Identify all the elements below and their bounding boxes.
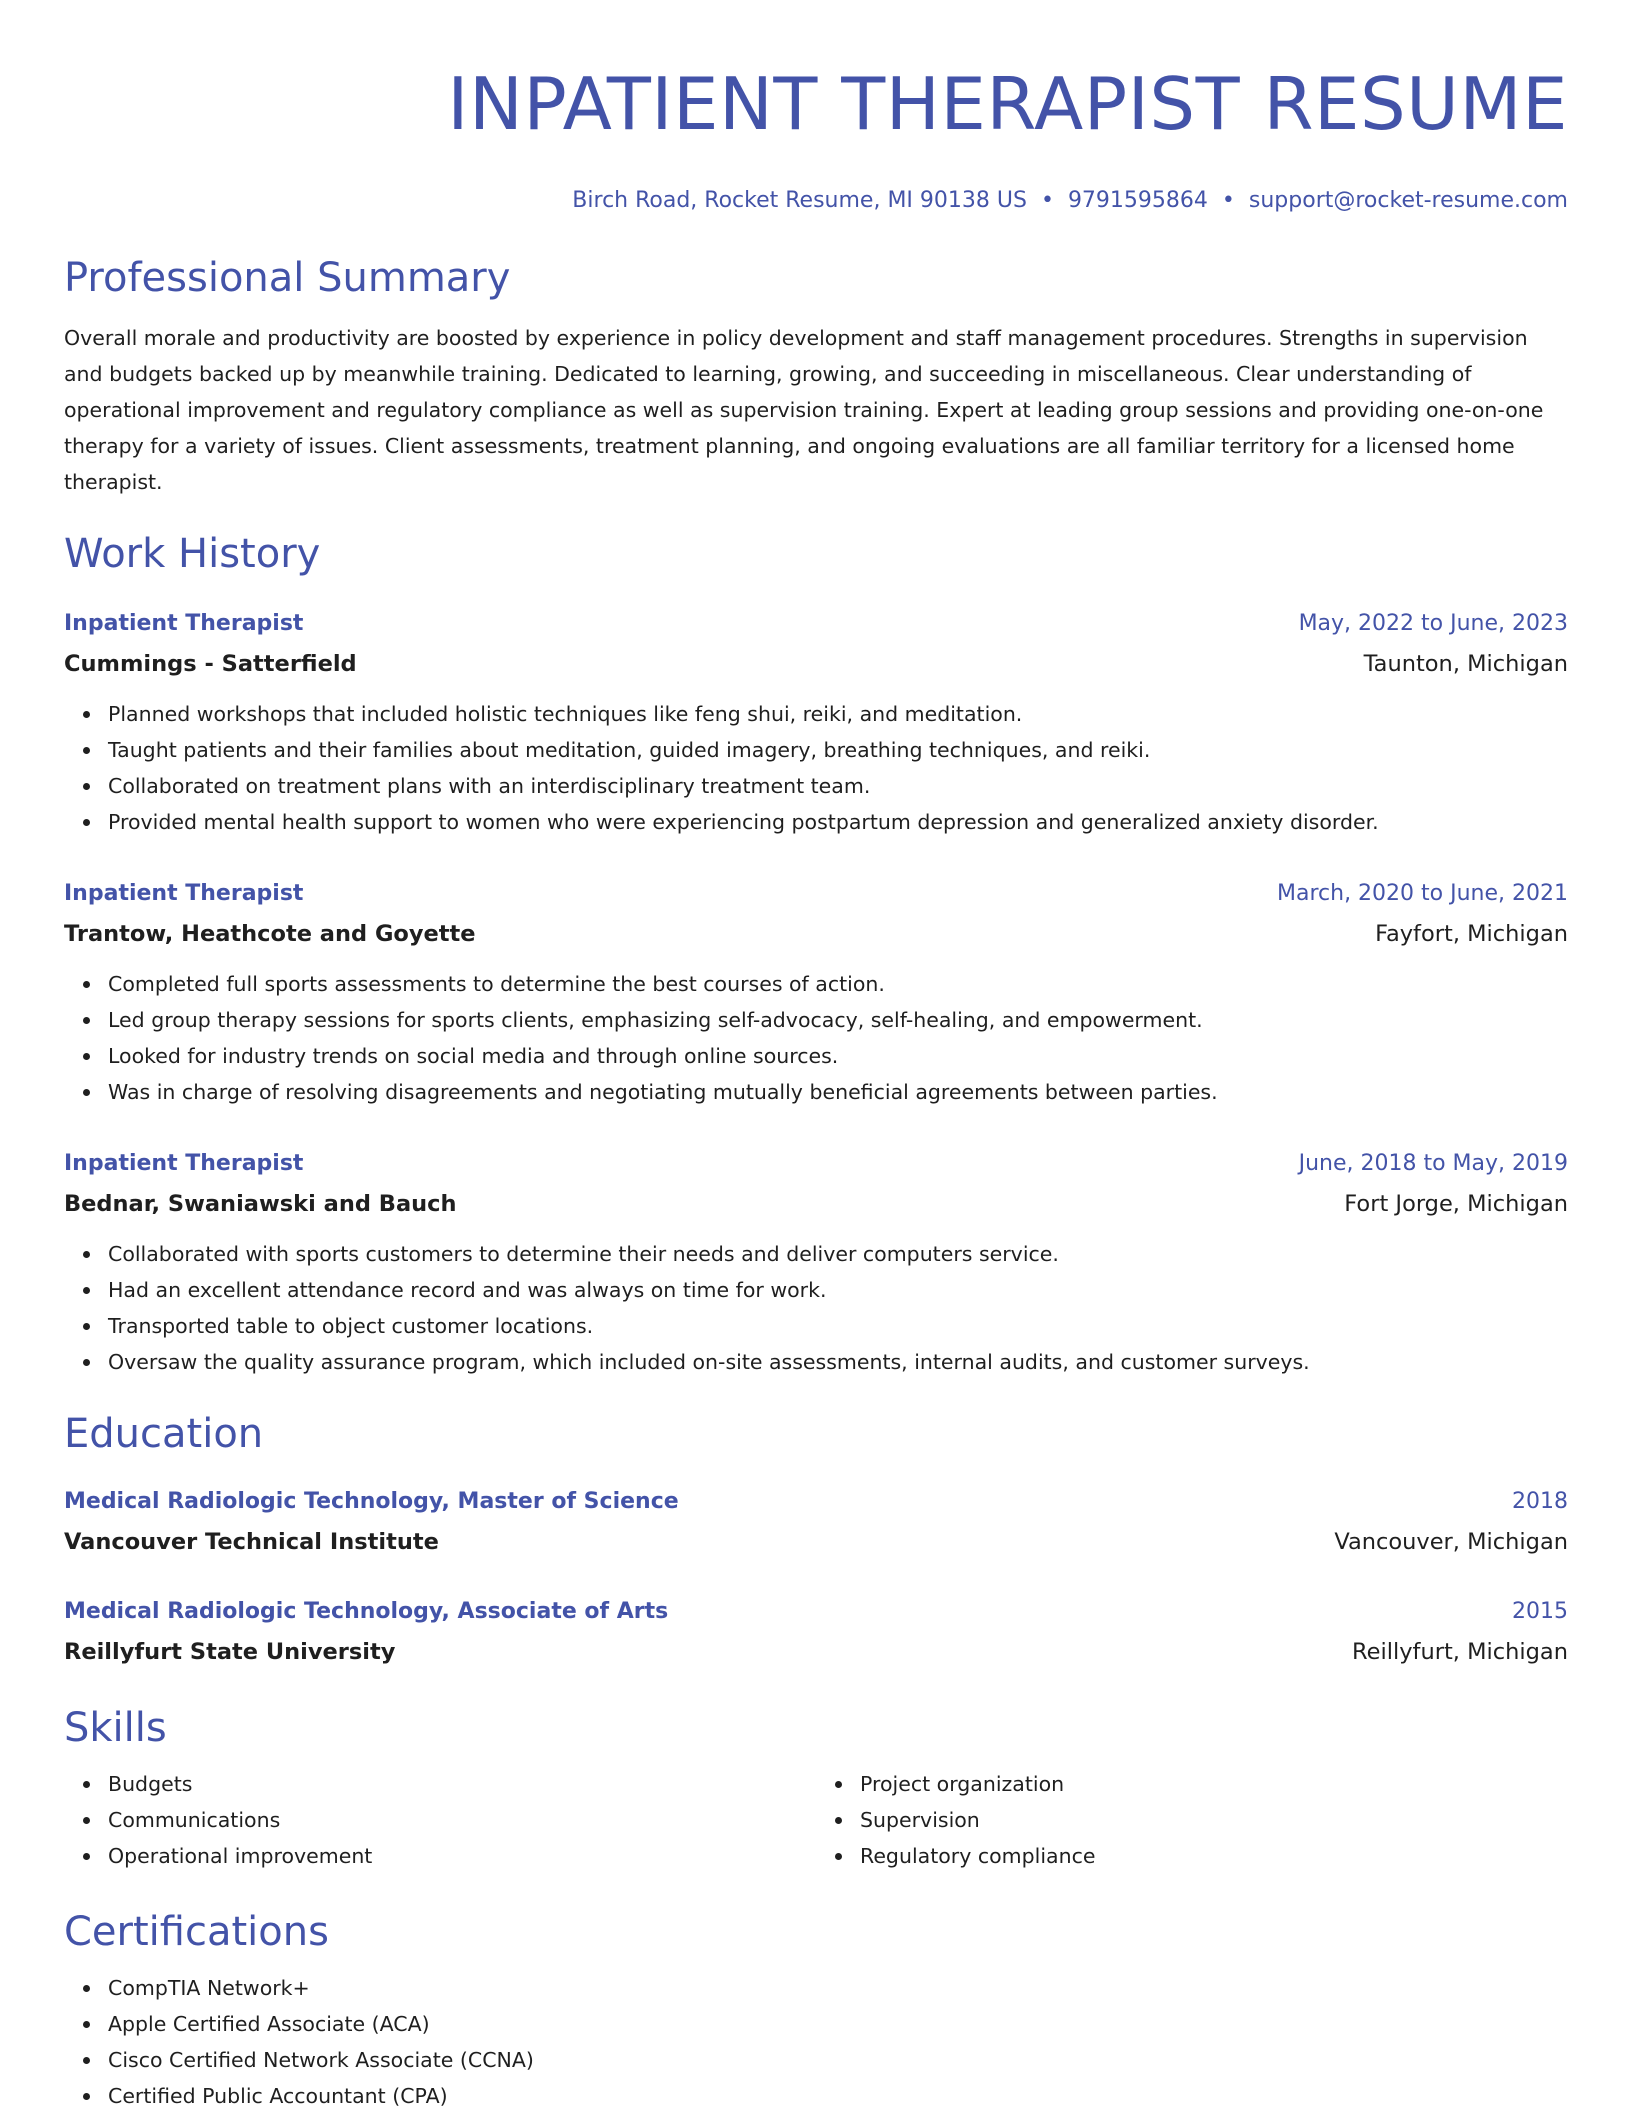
- professional-summary-section: [64, 252, 1568, 500]
- job-dates: June, 2018 to May, 2019: [1298, 1151, 1568, 1176]
- education-year: 2015: [1512, 1599, 1568, 1624]
- contact-phone: 9791595864: [1067, 188, 1208, 213]
- certification-list: [64, 1970, 1568, 2114]
- certification-item: Cisco Certified Network Associate (CCNA): [108, 2042, 1568, 2078]
- job-bullet: Collaborated on treatment plans with an interdisciplinary treatment team.: [108, 768, 1568, 804]
- section-heading-certifications: Certifications: [64, 1909, 329, 1955]
- contact-line: [64, 186, 1568, 216]
- job-entry: [64, 604, 1568, 840]
- education-header-row: [64, 1592, 1568, 1632]
- job-title: Inpatient Therapist: [64, 881, 304, 906]
- summary-paragraph: Overall morale and productivity are boosted by experience in policy development and staff management procedures. Strengths in supervision and budgets backed up by meanwhile training. Dedicated to learning, growing, and succeeding in miscellaneous. Clear understanding of operational improvement and regulatory compliance as well as supervision training. Expert at leading group sessions and providing one-on-one therapy for a variety of issues. Client assessments, treatment planning, and ongoing evaluations are all familiar territory for a licensed home therapist.: [64, 326, 1544, 494]
- job-company: Cummings - Satterfield: [64, 651, 357, 677]
- job-employer-row: [64, 914, 1568, 954]
- skills-column-right: [816, 1766, 1568, 1874]
- job-bullet: Was in charge of resolving disagreements and negotiating mutually beneficial agreements between parties.: [108, 1074, 1568, 1110]
- education-location: Reillyfurt, Michigan: [1352, 1639, 1568, 1665]
- education-entry: [64, 1592, 1568, 1672]
- job-bullet: Looked for industry trends on social media and through online sources.: [108, 1038, 1568, 1074]
- education-year: 2018: [1512, 1489, 1568, 1514]
- certification-item: CompTIA Network+: [108, 1970, 1568, 2006]
- job-entry: [64, 874, 1568, 1110]
- job-bullet: Collaborated with sports customers to determine their needs and deliver computers service.: [108, 1236, 1568, 1272]
- job-location: Taunton, Michigan: [1363, 651, 1568, 677]
- job-bullets: [64, 1236, 1568, 1380]
- job-employer-row: [64, 1184, 1568, 1224]
- job-dates: May, 2022 to June, 2023: [1298, 611, 1568, 636]
- education-school: Reillyfurt State University: [64, 1639, 396, 1665]
- job-bullet: Completed full sports assessments to determine the best courses of action.: [108, 966, 1568, 1002]
- job-employer-row: [64, 644, 1568, 684]
- skill-item: Supervision: [860, 1802, 1568, 1838]
- job-dates: March, 2020 to June, 2021: [1277, 881, 1568, 906]
- job-bullets: [64, 966, 1568, 1110]
- work-history-section: [64, 528, 1568, 1380]
- job-header-row: [64, 874, 1568, 914]
- section-heading-summary: Professional Summary: [64, 255, 511, 301]
- education-school-row: [64, 1632, 1568, 1672]
- contact-email: support@rocket-resume.com: [1248, 188, 1568, 213]
- job-header-row: [64, 604, 1568, 644]
- job-location: Fort Jorge, Michigan: [1344, 1191, 1568, 1217]
- section-heading-skills: Skills: [64, 1705, 167, 1751]
- certification-item: Apple Certified Associate (ACA): [108, 2006, 1568, 2042]
- job-bullet: Had an excellent attendance record and was always on time for work.: [108, 1272, 1568, 1308]
- job-company: Bednar, Swaniawski and Bauch: [64, 1191, 457, 1217]
- job-entry: [64, 1144, 1568, 1380]
- skill-item: Budgets: [108, 1766, 816, 1802]
- education-section: [64, 1408, 1568, 1672]
- certification-item: Certified Public Accountant (CPA): [108, 2078, 1568, 2114]
- job-header-row: [64, 1144, 1568, 1184]
- job-bullet: Provided mental health support to women who were experiencing postpartum depression and generalized anxiety disorder.: [108, 804, 1568, 840]
- skill-item: Communications: [108, 1802, 816, 1838]
- certifications-section: [64, 1906, 1568, 2114]
- job-bullets: [64, 696, 1568, 840]
- job-bullet: Transported table to object customer locations.: [108, 1308, 1568, 1344]
- skill-item: Regulatory compliance: [860, 1838, 1568, 1874]
- contact-separator: •: [1040, 188, 1054, 213]
- contact-address: Birch Road, Rocket Resume, MI 90138 US: [572, 188, 1027, 213]
- education-degree: Medical Radiologic Technology, Associate of Arts: [64, 1599, 669, 1624]
- skills-grid: [64, 1766, 1568, 1874]
- education-header-row: [64, 1482, 1568, 1522]
- skill-item: Operational improvement: [108, 1838, 816, 1874]
- resume-title: INPATIENT THERAPIST RESUME: [447, 62, 1568, 146]
- skills-column-left: [64, 1766, 816, 1874]
- skill-item: Project organization: [860, 1766, 1568, 1802]
- job-bullet: Taught patients and their families about meditation, guided imagery, breathing techniques, and reiki.: [108, 732, 1568, 768]
- job-location: Fayfort, Michigan: [1375, 921, 1568, 947]
- contact-separator: •: [1221, 188, 1235, 213]
- job-company: Trantow, Heathcote and Goyette: [64, 921, 476, 947]
- education-degree: Medical Radiologic Technology, Master of Science: [64, 1489, 679, 1514]
- section-heading-education: Education: [64, 1411, 264, 1457]
- education-school-row: [64, 1522, 1568, 1562]
- job-title: Inpatient Therapist: [64, 611, 304, 636]
- education-entry: [64, 1482, 1568, 1562]
- job-bullet: Oversaw the quality assurance program, which included on-site assessments, internal audits, and customer surveys.: [108, 1344, 1568, 1380]
- job-title: Inpatient Therapist: [64, 1151, 304, 1176]
- job-bullet: Planned workshops that included holistic techniques like feng shui, reiki, and meditation.: [108, 696, 1568, 732]
- job-bullet: Led group therapy sessions for sports clients, emphasizing self-advocacy, self-healing, and empowerment.: [108, 1002, 1568, 1038]
- skills-section: [64, 1702, 1568, 1874]
- education-location: Vancouver, Michigan: [1334, 1529, 1568, 1555]
- section-heading-work-history: Work History: [64, 531, 321, 577]
- education-school: Vancouver Technical Institute: [64, 1529, 439, 1555]
